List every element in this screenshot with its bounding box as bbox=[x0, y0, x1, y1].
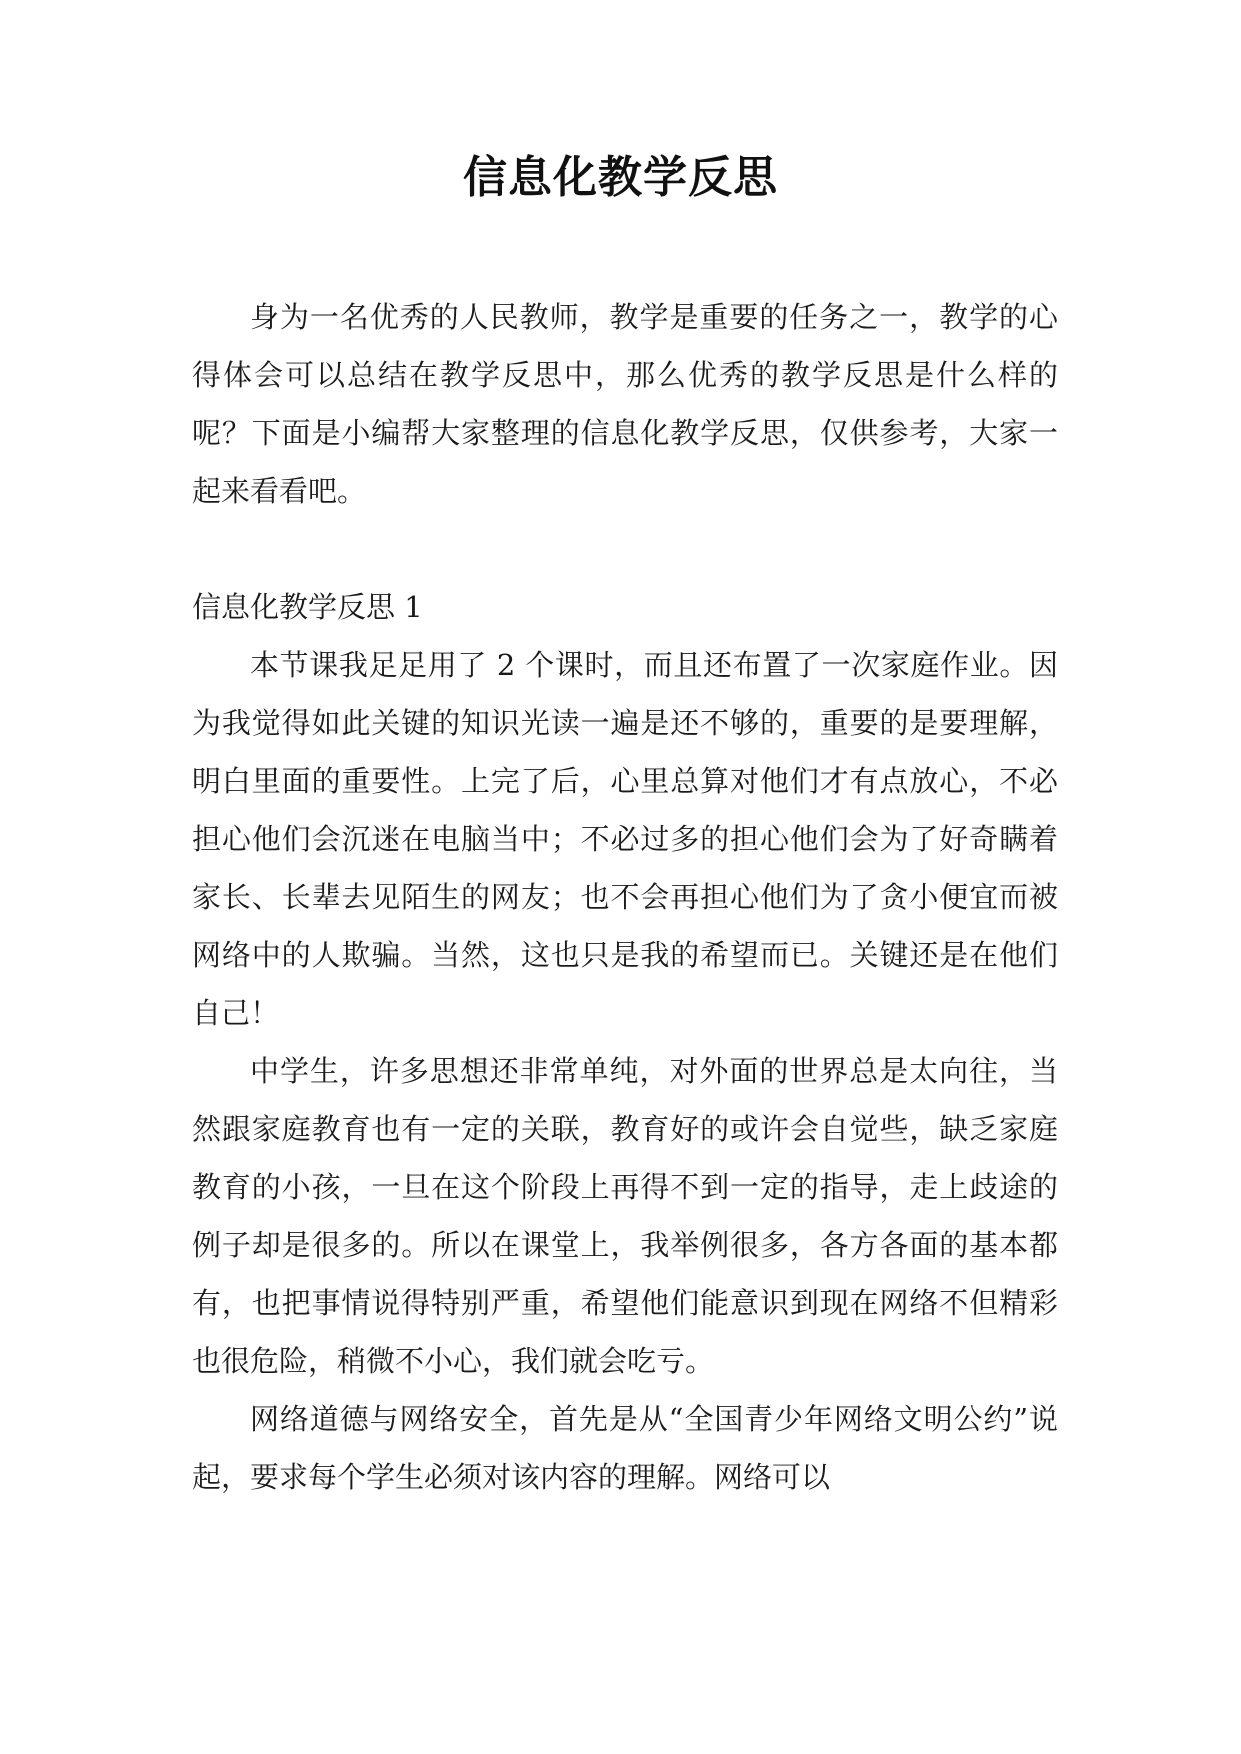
intro-paragraph: 身为一名优秀的人民教师，教学是重要的任务之一，教学的心得体会可以总结在教学反思中，那么优秀的教学反思是什么样的呢？下面是小编帮大家整理的信息化教学反思，仅供参考，大家一起来看看吧。 bbox=[192, 300, 1058, 508]
document-body bbox=[192, 288, 1058, 1506]
paragraph-spacer bbox=[192, 520, 1058, 578]
document-title: 信息化教学反思 bbox=[463, 152, 778, 203]
body-paragraph: 中学生，许多思想还非常单纯，对外面的世界总是太向往，当然跟家庭教育也有一定的关联，教育好的或许会自觉些，缺乏家庭教育的小孩，一旦在这个阶段上再得不到一定的指导，走上歧途的例子却是很多的。所以在课堂上，我举例很多，各方各面的基本都有，也把事情说得特别严重，希望他们能意识到现在网络不但精彩也很危险，稍微不小心，我们就会吃亏。 bbox=[192, 1054, 1058, 1378]
body-paragraph: 网络道德与网络安全，首先是从“全国青少年网络文明公约”说起，要求每个学生必须对该内容的理解。网络可以 bbox=[192, 1402, 1058, 1494]
section-heading: 信息化教学反思 1 bbox=[192, 590, 423, 624]
body-paragraph: 本节课我足足用了 2 个课时，而且还布置了一次家庭作业。因为我觉得如此关键的知识光读一遍是还不够的，重要的是要理解，明白里面的重要性。上完了后，心里总算对他们才有点放心，不必担心他们会沉迷在电脑当中；不必过多的担心他们会为了好奇瞒着家长、长辈去见陌生的网友；也不会再担心他们为了贪小便宜而被网络中的人欺骗。当然，这也只是我的希望而已。关键还是在他们自己！ bbox=[192, 648, 1058, 1030]
